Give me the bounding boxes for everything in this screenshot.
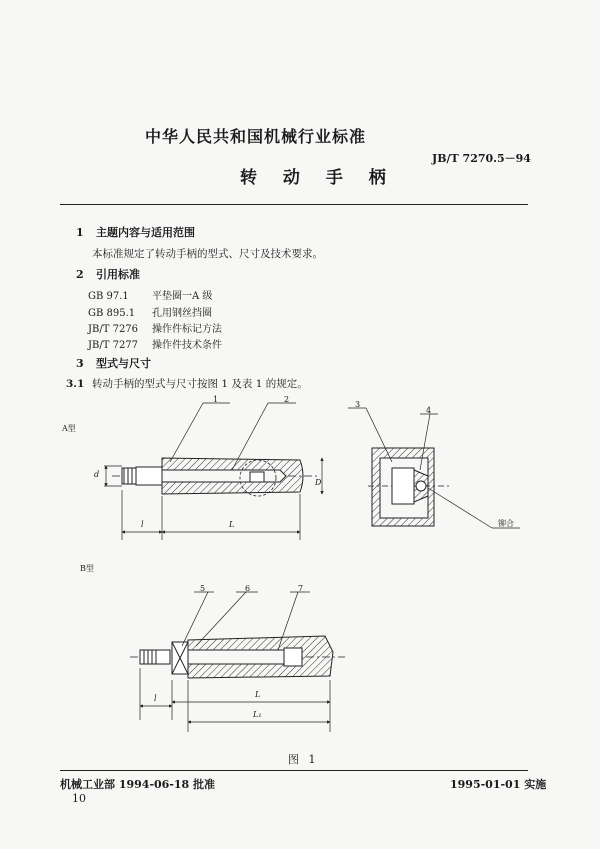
dim-l-b: l <box>154 694 157 703</box>
dim-L-a: L <box>229 520 235 529</box>
section-2-number: 2 <box>76 268 84 281</box>
section-2-title: 引用标准 <box>96 268 140 281</box>
reference-code: GB 895.1 <box>88 308 136 319</box>
effective-date: 1995-01-01 实施 <box>450 778 547 791</box>
rivet-note: 铆合 <box>498 519 514 528</box>
reference-code: GB 97.1 <box>88 291 129 302</box>
type-b-label: B型 <box>80 564 94 573</box>
callout-1: 1 <box>213 395 219 404</box>
approval-note: 机械工业部 1994-06-18 批准 <box>60 778 216 791</box>
footer-rule <box>60 770 528 771</box>
reference-code: JB/T 7276 <box>88 324 139 335</box>
section-1-number: 1 <box>76 226 84 239</box>
callout-3: 3 <box>355 400 361 409</box>
dim-L1-b: L₁ <box>253 710 262 719</box>
callout-6: 6 <box>245 584 251 593</box>
type-a-handle <box>112 458 320 496</box>
dim-D: D <box>315 478 322 487</box>
section-3-number: 3 <box>76 357 84 370</box>
callout-7: 7 <box>298 584 304 593</box>
dim-L-b: L <box>255 690 261 699</box>
reference-code: JB/T 7277 <box>88 340 139 351</box>
type-b-handle <box>130 636 345 678</box>
type-a-label: A型 <box>62 424 76 433</box>
reference-name: 孔用钢丝挡圈 <box>152 308 212 319</box>
dim-l-a: l <box>141 520 144 529</box>
reference-name: 平垫圈一A 级 <box>152 291 213 302</box>
section-1-title: 主题内容与适用范围 <box>96 226 195 239</box>
standard-name: 中华人民共和国机械行业标准 <box>145 127 367 146</box>
page-number: 10 <box>72 792 86 805</box>
standard-code: JB/T 7270.5－94 <box>432 152 531 165</box>
callout-4: 4 <box>426 406 432 415</box>
section-1-body: 本标准规定了转动手柄的型式、尺寸及技术要求。 <box>92 248 323 260</box>
figure-caption: 图 1 <box>288 753 319 766</box>
clause-3-1-number: 3.1 <box>66 378 85 390</box>
document-title: 转 动 手 柄 <box>240 168 396 188</box>
section-3-title: 型式与尺寸 <box>96 357 151 370</box>
callout-2: 2 <box>284 395 290 404</box>
clause-3-1-body: 转动手柄的型式与尺寸按图 1 及表 1 的规定。 <box>92 378 308 390</box>
dim-d: d <box>94 470 100 479</box>
detail-view <box>368 448 450 526</box>
reference-name: 操作件标记方法 <box>152 324 222 335</box>
reference-name: 操作件技术条件 <box>152 340 222 351</box>
callout-5: 5 <box>200 584 206 593</box>
